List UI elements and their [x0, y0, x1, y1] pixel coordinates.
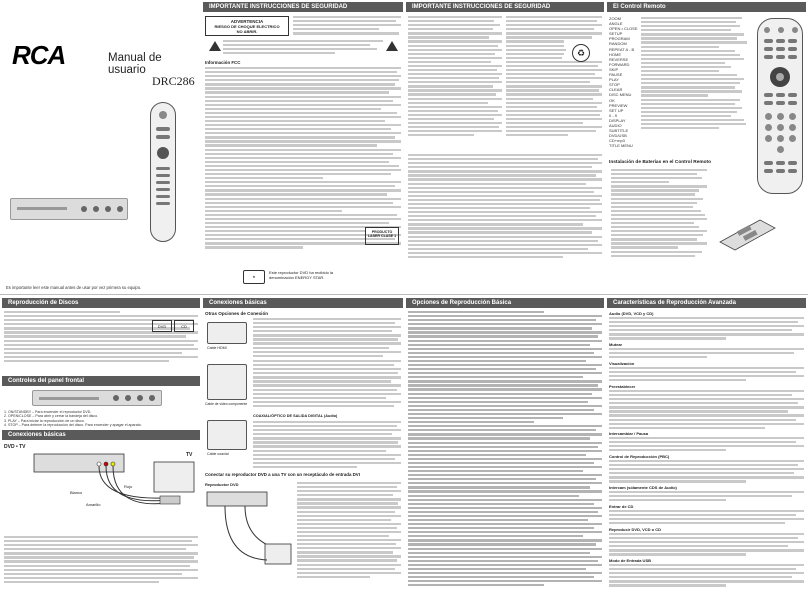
coax-cable-icon	[207, 420, 247, 450]
dvd-tv-title: DVD • TV	[4, 444, 26, 450]
rca-logo: RCA	[12, 40, 66, 70]
connection-diagram-1	[4, 450, 198, 532]
safety-header-mid: IMPORTANTE INSTRUCCIONES DE SEGURIDAD	[406, 2, 604, 12]
front-panel-list	[4, 410, 198, 428]
cover-footnote: Es importante leer este manual antes de usar por vez primera su equipo.	[6, 285, 142, 290]
battery-diagram	[715, 212, 785, 252]
connection-notes	[4, 536, 198, 585]
remote-label: SET UP	[609, 107, 624, 113]
tv-label: TV	[186, 452, 193, 458]
adv-item-title: Intercambiar / Pausa	[609, 431, 649, 436]
remote-diagram	[757, 18, 803, 194]
disc-playback-header: Reproducción de Discos	[2, 298, 200, 308]
adv-item-title: Preestablecer	[609, 384, 636, 389]
remote-label: 0 - 9	[609, 112, 618, 118]
remote-label: ZOOM	[609, 16, 621, 21]
red-label: Rojo	[124, 484, 133, 489]
exclamation-symbol	[386, 41, 398, 51]
remote-label: AUDIO	[609, 122, 622, 128]
adv-text-4	[609, 390, 804, 431]
remote-label: DVD/USB	[609, 133, 627, 139]
remote-label: CLEAR	[609, 87, 623, 93]
yellow-label: Amarillo	[86, 502, 101, 507]
bottom-panel-1	[2, 298, 200, 591]
warning-text	[293, 16, 401, 36]
bottom-panel-2	[203, 298, 403, 591]
component-text	[253, 360, 401, 409]
front-panel-item: 4. STOP – Para detener la reproducción del disco. Para encender y apagar el aparato.	[4, 423, 142, 428]
coaxial-text	[253, 421, 401, 470]
adv-item-title: Control de Reproducción (PBC)	[609, 454, 670, 459]
bottom-panel-3	[406, 298, 604, 591]
dvi-diagram	[205, 488, 295, 582]
remote-label: OK	[609, 97, 615, 103]
adv-text-10	[609, 564, 804, 588]
remote-label: DISC MENU	[609, 92, 632, 98]
other-options-title: Otras Opciones de Conexión	[205, 311, 269, 316]
adv-item-title: Entrar de CD	[609, 504, 634, 509]
warning-title: ADVERTENCIA	[230, 19, 264, 24]
adv-item-title: Mutear	[609, 342, 623, 347]
adv-text-9	[609, 533, 804, 557]
basic-connections-header-mid: Conexiones básicas	[203, 298, 403, 308]
remote-header: El Control Remoto	[607, 2, 806, 12]
adv-text-8	[609, 510, 804, 526]
hdmi-cable-icon	[207, 322, 247, 344]
remote-label: STOP	[609, 82, 620, 88]
safety-header-left: IMPORTANTE INSTRUCCIONES DE SEGURIDAD	[203, 2, 403, 12]
front-panel-diagram	[32, 390, 162, 406]
remote-label: TITLE MENU	[609, 143, 633, 149]
basic-connections-header-left: Conexiones básicas	[2, 430, 200, 440]
bottom-panel-4	[607, 298, 806, 591]
remote-label: HOME	[609, 51, 621, 57]
warning-line2: NO ABRIR.	[236, 29, 258, 34]
remote-label: SETUP	[609, 31, 623, 37]
hdmi-text	[253, 318, 401, 359]
adv-text-5	[609, 437, 804, 453]
safety-panel-left	[203, 2, 403, 292]
dvd-player-label: Reproductor DVD	[205, 482, 239, 487]
remote-panel	[607, 2, 806, 292]
dvi-title: Conectar su reproductor DVD a una TV con un receptáculo de entrada DVI	[205, 472, 360, 477]
adv-item-title: Visualización	[609, 361, 635, 366]
fcc-title: Información FCC	[205, 60, 241, 65]
front-panel-item: 3. PLAY – Para iniciar la reproducción de un disco.	[4, 418, 85, 423]
remote-image	[150, 102, 176, 242]
adv-item-title: Intercam (sólamente CDS de Audio)	[609, 485, 677, 490]
front-panel-header: Controles del panel frontal	[2, 376, 200, 386]
safety-list-col2	[506, 16, 602, 138]
hdmi-cable-label: Cable HDMI	[207, 346, 227, 350]
component-cable-icon	[207, 364, 247, 400]
adv-text-7	[609, 491, 804, 503]
adv-text-6	[609, 460, 804, 484]
adv-text-2	[609, 348, 804, 360]
safety-panel-right	[406, 2, 604, 292]
safety-list-col1	[408, 16, 502, 138]
adv-item-title: Audio (DVD, VCD y CD)	[609, 311, 654, 316]
recycle-icon: ♻	[572, 44, 590, 62]
warning-box	[205, 16, 289, 36]
dvi-svg	[205, 488, 295, 582]
safety-bottom-text	[408, 154, 602, 260]
white-label: Blanco	[70, 490, 83, 495]
component-cable-label: Cable de video componente	[205, 402, 248, 406]
remote-label: SKIP	[609, 66, 619, 72]
remote-label: CD+mp3	[609, 138, 625, 144]
coax-cable-label: Cable coaxial	[207, 452, 229, 456]
energy-star-logo: ★	[243, 270, 265, 284]
disc-logos: DVD CD	[152, 320, 196, 350]
mid-divider	[0, 294, 808, 295]
remote-label: RANDOM	[609, 41, 627, 47]
front-panel-item: 1. ON/STANDBY – Para encender el reproductor DVD.	[4, 410, 92, 414]
battery-svg	[715, 212, 785, 252]
remote-label: FORWARD	[609, 61, 630, 67]
advanced-features-header: Características de Reproducción Avanzada	[607, 298, 806, 308]
battery-install-text	[611, 169, 707, 259]
warning-line1: RIESGO DE CHOQUE ELECTRICO	[214, 24, 280, 29]
remote-label: OPEN • CLOSE	[609, 26, 638, 32]
remote-label: SUBTITLE	[609, 128, 629, 134]
remote-label: DISPLAY	[609, 117, 626, 123]
symbol-text	[223, 40, 383, 56]
lightning-symbol	[209, 41, 221, 51]
remote-label: REVERSE	[609, 56, 629, 62]
remote-label: REPEAT A - B	[609, 46, 635, 52]
playback-options-text	[408, 311, 602, 588]
remote-label: PROGRAM	[609, 36, 630, 42]
adv-text-1	[609, 317, 804, 341]
connection-svg-1	[4, 450, 198, 532]
manual-title: Manual de usuario	[108, 52, 162, 76]
model-number: DRC286	[152, 74, 195, 88]
adv-text-3	[609, 367, 804, 383]
remote-label: PLAY	[609, 77, 619, 83]
battery-install-title: Instalación de Baterías en el Control Remoto	[609, 160, 712, 165]
adv-item-title: Reproducir DVD, VCD o CD	[609, 527, 662, 532]
laser-label: PRODUCTO LASER CLASE 1	[365, 227, 399, 245]
fcc-text	[205, 67, 401, 251]
remote-labels	[609, 16, 639, 148]
coaxial-title: COAXIAL/ÓPTICO DE SALIDA DIGITAL (Audio)	[253, 414, 338, 418]
dvi-text	[297, 482, 401, 580]
front-panel-item: 2. OPEN/CLOSE – Para abrir y cerrar la bandeja del disco.	[4, 414, 99, 419]
remote-label: PREVIEW	[609, 102, 628, 108]
remote-label: ANGLE	[609, 21, 623, 27]
adv-item-title: Modo de Entrada USB	[609, 558, 652, 563]
energy-star-text: Este reproductor DVD ha recibido la denominación ENERGY STAR.	[269, 270, 334, 280]
remote-label: PAUSE	[609, 72, 623, 78]
cover-panel	[2, 2, 200, 292]
remote-descriptions	[641, 17, 753, 131]
dvd-player-image	[10, 198, 128, 220]
playback-options-header: Opciones de Reproducción Básica	[406, 298, 604, 308]
